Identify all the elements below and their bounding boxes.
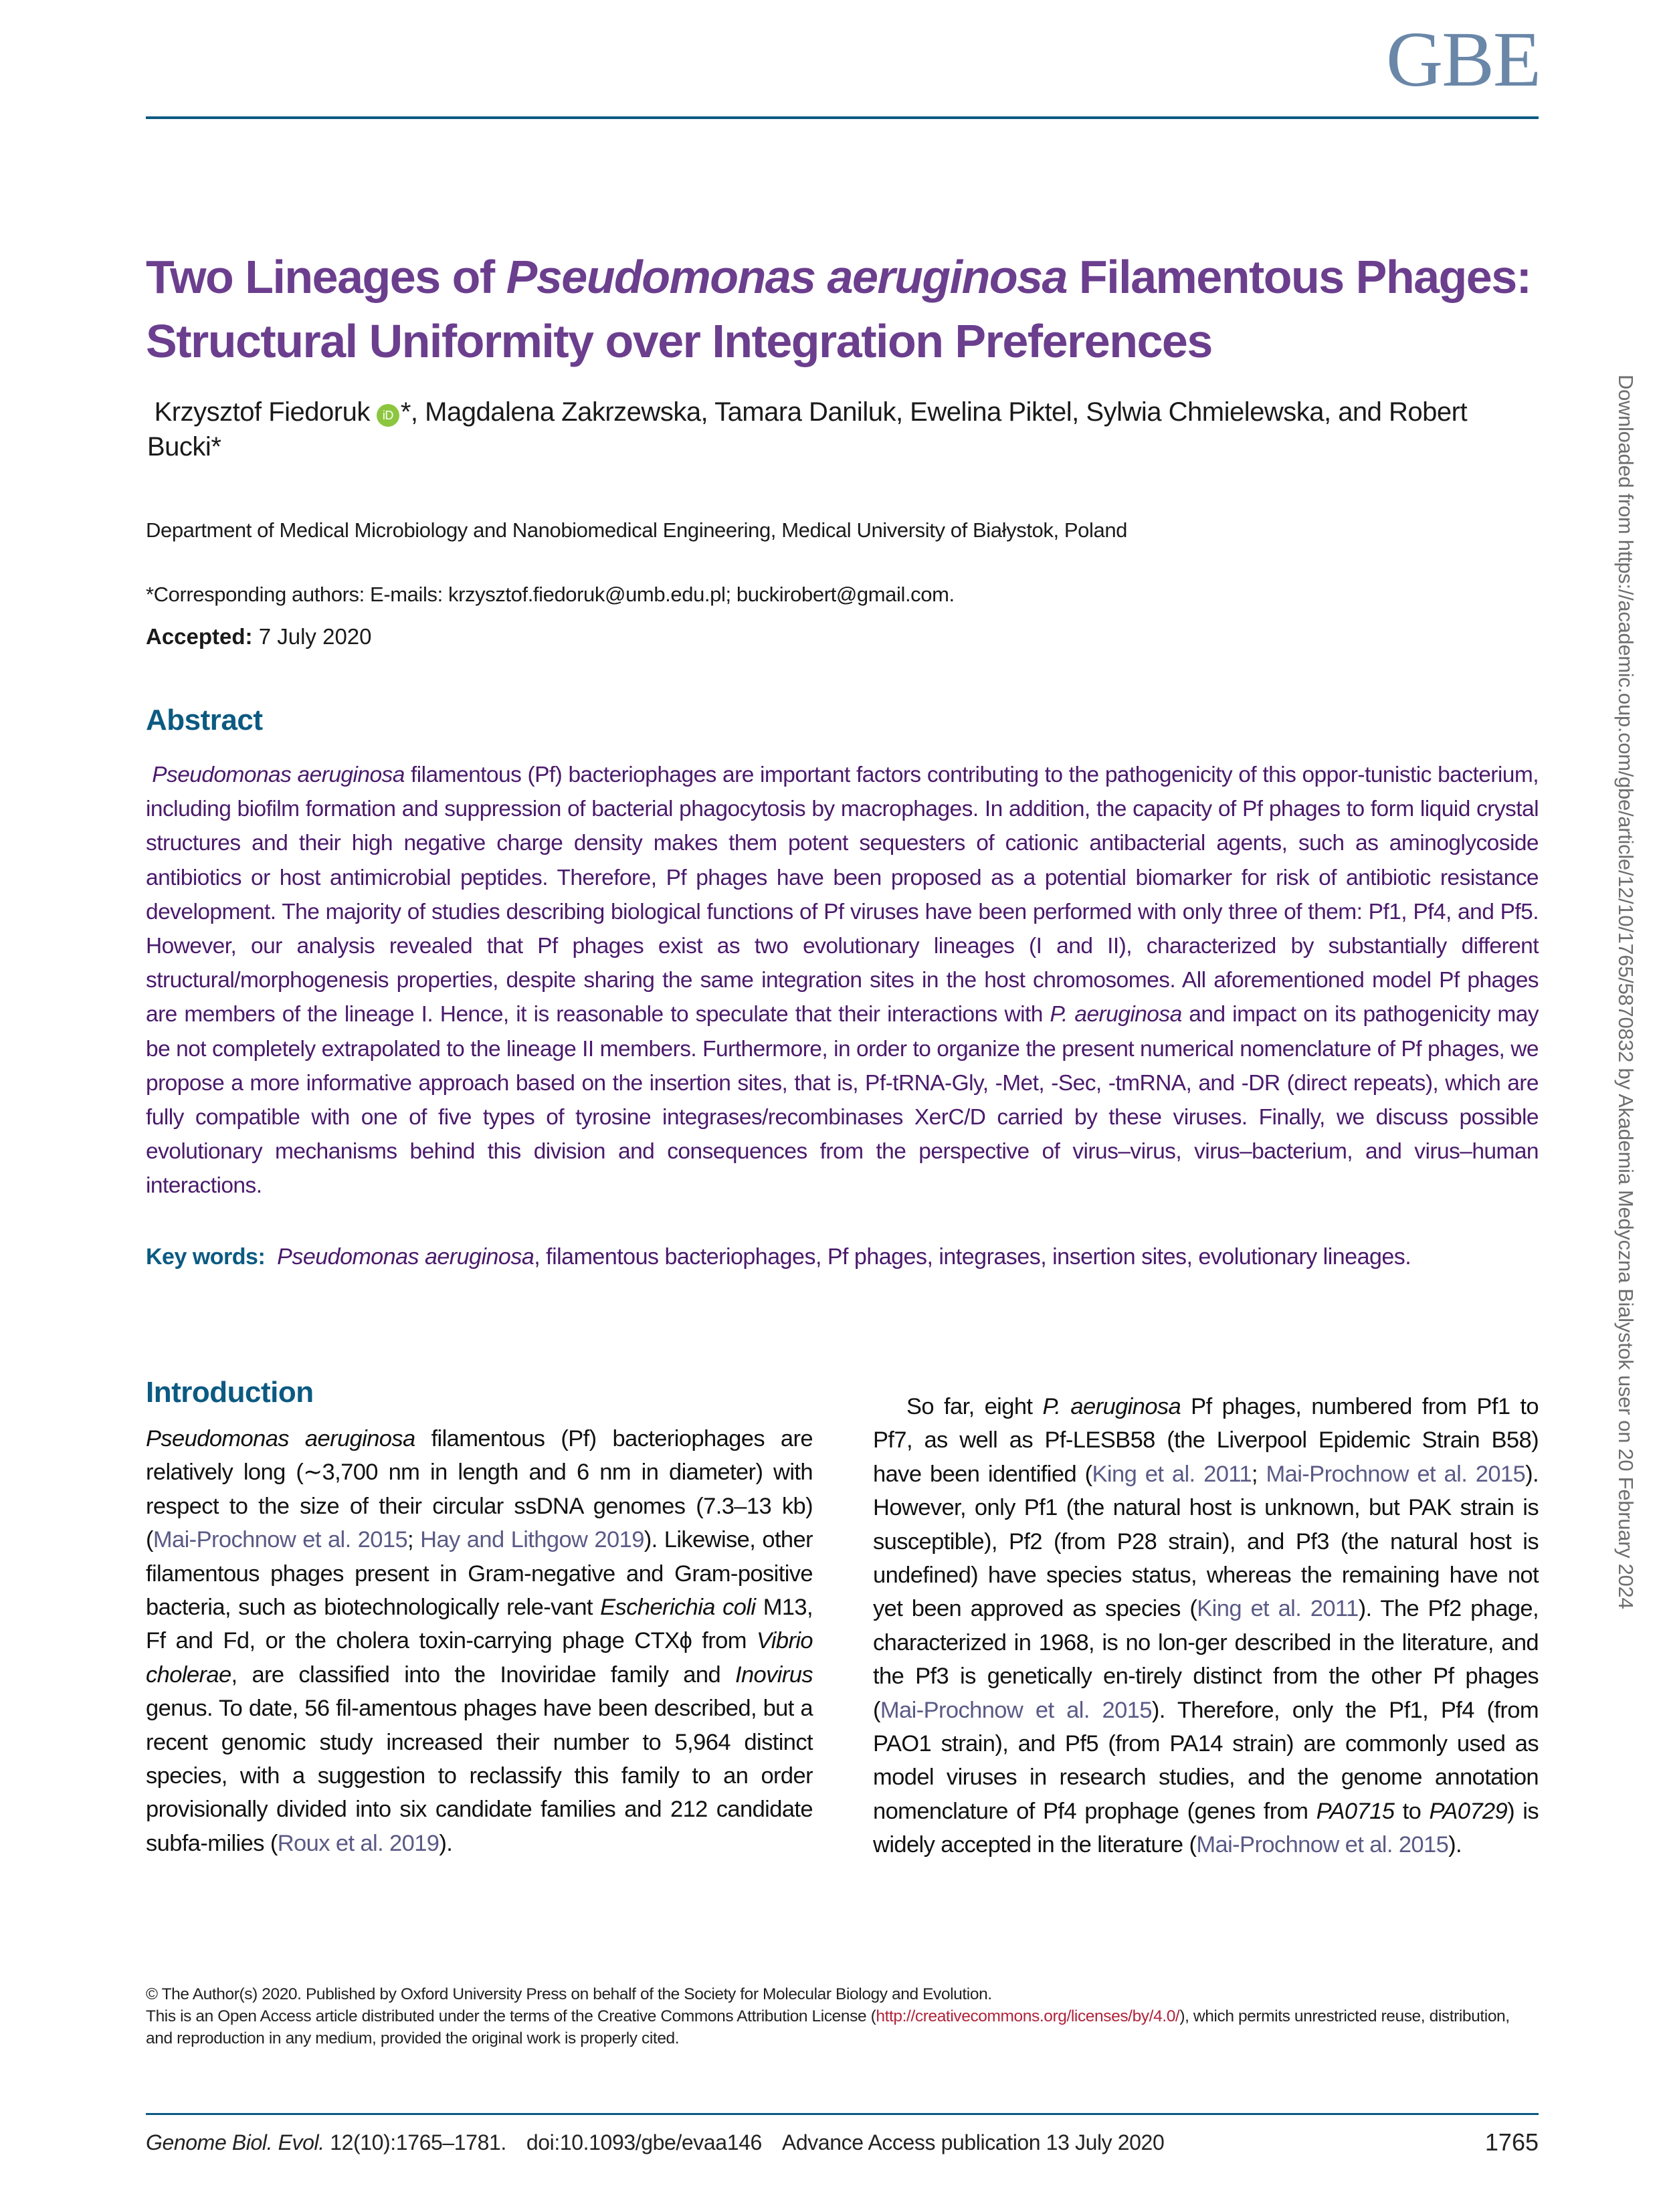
abstract-body <box>146 758 1539 1203</box>
italic-term: Vibrio cholerae <box>146 1628 813 1688</box>
body-text: ) is widely accepted in the literature ( <box>873 1798 1539 1858</box>
title-text-end: Filamentous Phages: Structural Uniformity over Integration Preferences <box>146 251 1531 367</box>
keywords-list: , filamentous bacteriophages, Pf phages, integrases, insertion sites, evolutionary lineages. <box>534 1244 1411 1270</box>
reference-link[interactable]: King et al. 2011 <box>1092 1461 1252 1487</box>
accepted-date <box>146 624 372 649</box>
body-text: ). Likewise, other filamentous phages present in Gram-negative and Gram-positive bacteria, such as biotechnologically rele-vant <box>146 1527 813 1621</box>
reference-link[interactable]: King et al. 2011 <box>1197 1596 1359 1622</box>
reference-link[interactable]: Mai-Prochnow et al. 2015 <box>1196 1832 1449 1858</box>
introduction-heading: Introduction <box>146 1376 314 1409</box>
body-text: So far, eight <box>906 1394 1043 1419</box>
reference-link[interactable]: Mai-Prochnow et al. 2015 <box>1266 1461 1526 1487</box>
abstract-text-end: and impact on its pathogenicity may be not completely extrapolated to the lineage II members. Furthermore, in order to organize the present numerical nomenclature of Pf phages, we propose a more informative approach based on the insertion sites, that is, Pf-tRNA-Gly, -Met, -Sec, -tmRNA, and -DR (direct repeats), which are fully compatible with one of five types of tyrosine integrases/recombinases XerC/D carried by these viruses. Finally, we discuss possible evolutionary mechanisms behind this division and consequences from the perspective of virus–virus, virus–bacterium, and virus–human interactions. <box>146 1002 1539 1199</box>
italic-term: P. aeruginosa <box>1042 1394 1181 1419</box>
intro-column-right <box>873 1390 1539 1862</box>
footer-doi[interactable]: doi:10.1093/gbe/evaa146 <box>526 2130 762 2154</box>
corresponding-authors: *Corresponding authors: E-mails: krzysztof.fiedoruk@umb.edu.pl; buckirobert@gmail.com. <box>146 583 955 606</box>
keywords <box>146 1240 1539 1274</box>
title-species: Pseudomonas aeruginosa <box>506 251 1067 303</box>
reference-link[interactable]: Hay and Lithgow 2019 <box>420 1527 644 1553</box>
copyright-notice <box>146 1983 1539 2049</box>
intro-paragraph-2 <box>873 1390 1539 1862</box>
reference-link[interactable]: Roux et al. 2019 <box>277 1830 440 1856</box>
body-text: ; <box>1251 1461 1266 1487</box>
intro-column-left <box>146 1422 813 1860</box>
author-first[interactable]: Krzysztof Fiedoruk <box>154 397 370 427</box>
intro-paragraph-1 <box>146 1422 813 1860</box>
body-text: to <box>1394 1798 1430 1824</box>
body-text: ; <box>407 1527 421 1553</box>
body-text: ). <box>1448 1832 1462 1858</box>
reference-link[interactable]: Mai-Prochnow et al. 2015 <box>880 1697 1152 1723</box>
italic-term: PA0729 <box>1429 1798 1508 1824</box>
abstract-species: Pseudomonas aeruginosa <box>152 763 405 787</box>
keyword-species: Pseudomonas aeruginosa <box>277 1244 534 1270</box>
body-text: , are classified into the Inoviridae family and <box>231 1662 735 1688</box>
license-link[interactable]: http://creativecommons.org/licenses/by/4.0/ <box>876 2007 1180 2025</box>
copyright-line: © The Author(s) 2020. Published by Oxford University Press on behalf of the Society for Molecular Biology and Evolution. <box>146 1985 992 2003</box>
accepted-value: 7 July 2020 <box>258 624 372 649</box>
body-text: ). However, only Pf1 (the natural host is unknown, but PAK strain is susceptible), Pf2 (from P28 strain), and Pf3 (the natural host is undefined) have species status, whereas the remaining have not yet been approved as species ( <box>873 1461 1539 1622</box>
body-text: ). The Pf2 phage, characterized in 1968, is no lon-ger described in the literature, and the Pf3 is genetically en-tirely distinct from the other Pf phages ( <box>873 1596 1539 1723</box>
italic-term: Pseudomonas aeruginosa <box>146 1426 415 1451</box>
italic-term: Escherichia coli <box>600 1595 756 1621</box>
license-text: This is an Open Access article distributed under the terms of the Creative Commons Attribution License ( <box>146 2007 876 2025</box>
page-number: 1765 <box>1484 2128 1539 2156</box>
body-text: Pf phages, numbered from Pf1 to Pf7, as well as Pf-LESB58 (the Liverpool Epidemic Strain B58) have been identified ( <box>873 1394 1539 1487</box>
italic-term: Inovirus <box>735 1662 813 1688</box>
license-statement <box>146 2005 1539 2049</box>
license-text-end: ), which permits unrestricted reuse, distribution, and reproduction in any medium, provided the original work is properly cited. <box>146 2007 1510 2047</box>
download-watermark <box>1612 375 1639 2047</box>
body-text: ). <box>439 1830 453 1856</box>
abstract-text: filamentous (Pf) bacteriophages are important factors contributing to the pathogenicity of this oppor-tunistic bacterium, including biofilm formation and suppression of bacterial phagocytosis by macrophages. In addition, the capacity of Pf phages to form liquid crystal structures and their high negative charge density makes them potent sequesters of cationic antibacterial agents, such as aminoglycoside antibiotics or host antimicrobial peptides. Therefore, Pf phages have been proposed as a potential biomarker for risk of antibiotic resistance development. The majority of studies describing biological functions of Pf viruses have been performed with only three of them: Pf1, Pf4, and Pf5. However, our analysis revealed that Pf phages exist as two evolutionary lineages (I and II), characterized by substantially different structural/morphogenesis properties, despite sharing the same integration sites in the host chromosomes. All aforementioned model Pf phages are members of the lineage I. Hence, it is reasonable to speculate that their interactions with <box>146 763 1539 1027</box>
footer-rule <box>146 2113 1539 2115</box>
body-text: genus. To date, 56 fil-amentous phages have been described, but a recent genomic study increased their number to 5,964 distinct species, with a suggestion to reclassify this family to an order provisionally divided into six candidate families and 212 candidate subfa-milies ( <box>146 1696 813 1856</box>
footer-journal: Genome Biol. Evol. <box>146 2130 324 2154</box>
title-text: Two Lineages of <box>146 251 506 303</box>
affiliation: Department of Medical Microbiology and Nanobiomedical Engineering, Medical University of Białystok, Poland <box>146 518 1128 542</box>
article-title <box>146 245 1551 373</box>
footer-volume: 12(10):1765–1781. <box>324 2130 506 2154</box>
header-rule <box>146 116 1539 119</box>
italic-term: PA0715 <box>1316 1798 1395 1824</box>
keywords-label: Key words: <box>146 1244 266 1270</box>
abstract-heading: Abstract <box>146 704 263 736</box>
accepted-label: Accepted: <box>146 624 253 649</box>
reference-link[interactable]: Mai-Prochnow et al. 2015 <box>153 1527 408 1553</box>
journal-logo: GBE <box>1386 15 1540 103</box>
author-list <box>147 395 1539 464</box>
author-rest: *, Magdalena Zakrzewska, Tamara Daniluk, Ewelina Piktel, Sylwia Chmielewska, and Robert Bucki* <box>147 397 1468 462</box>
footer-advance-access: Advance Access publication 13 July 2020 <box>781 2130 1165 2154</box>
body-text: filamentous (Pf) bacteriophages are relatively long (∼3,700 nm in length and 6 nm in diameter) with respect to the size of their circular ssDNA genomes (7.3–13 kb) ( <box>146 1426 813 1553</box>
watermark-text: Downloaded from https://academic.oup.com/gbe/article/12/10/1765/5870832 by Akademia Medyczna Bialystok user on 20 February 2024 <box>1614 375 1638 1609</box>
orcid-icon[interactable]: iD <box>377 404 399 427</box>
body-text: ). Therefore, only the Pf1, Pf4 (from PAO1 strain), and Pf5 (from PA14 strain) are commonly used as model viruses in research studies, and the genome annotation nomenclature of Pf4 prophage (genes from <box>873 1697 1539 1824</box>
footer-citation <box>146 2130 1184 2155</box>
abstract-species-short: P. aeruginosa <box>1050 1002 1182 1027</box>
body-text: M13, Ff and Fd, or the cholera toxin-carrying phage CTXϕ from <box>146 1595 813 1654</box>
